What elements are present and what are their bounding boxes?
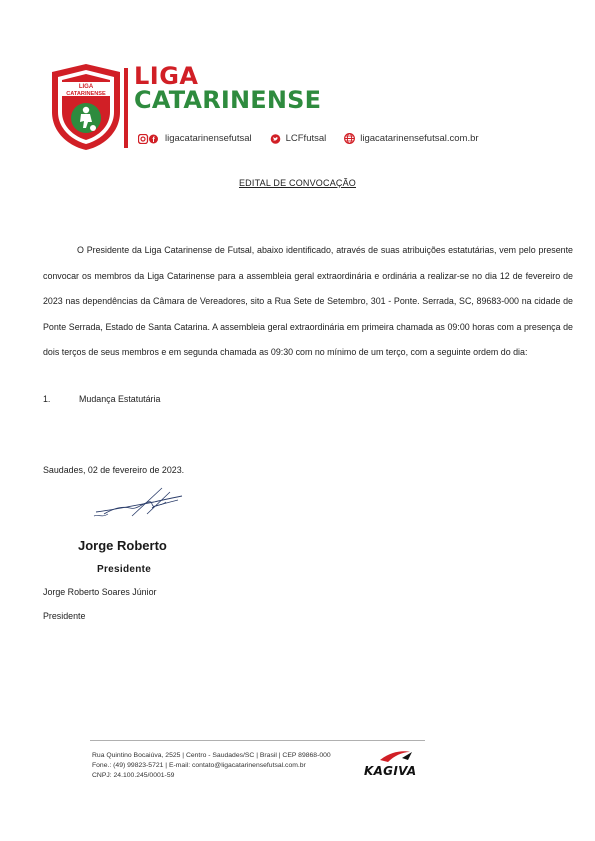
- signature-role: Presidente: [97, 564, 152, 575]
- footer-line-cnpj: CNPJ: 24.100.245/0001-59: [92, 772, 175, 779]
- kagiva-sponsor-logo: KAGIVA: [364, 764, 417, 778]
- agenda-item: [43, 394, 160, 404]
- social-links: [138, 133, 497, 144]
- social-instagram-label: ligacatarinensefutsal: [165, 133, 252, 144]
- svg-text:f: f: [152, 136, 155, 144]
- brand-line-catarinense: CATARINENSE: [134, 86, 322, 114]
- brand-divider: [124, 68, 128, 148]
- svg-text:CATARINENSE: CATARINENSE: [66, 91, 106, 97]
- footer-line-contact: Fone.: (49) 99823-5721 | E-mail: contato@ligacatarinensefutsal.com.br: [92, 762, 306, 769]
- signer-role: Presidente: [43, 611, 86, 621]
- footer-address: [92, 751, 331, 781]
- social-website[interactable]: [344, 133, 478, 144]
- convocation-paragraph: [43, 238, 573, 366]
- instagram-facebook-icon: [138, 134, 160, 144]
- social-twitter-label: LCFfutsal: [285, 133, 327, 144]
- signature-name: Jorge Roberto: [78, 538, 167, 553]
- social-twitter[interactable]: [270, 133, 327, 144]
- date-line: Saudades, 02 de fevereiro de 2023.: [43, 465, 185, 475]
- paragraph-text: O Presidente da Liga Catarinense de Futsal, abaixo identificado, através de suas atribuições estatutárias, vem pelo presente convocar os membros da Liga Catarinense para a assembleia geral extraordinária e ordinária a realizar-se no dia 12 de fevereiro de 2023 nas dependências da Câmara de Vereadores, sito a Rua Sete de Setembro, 301 - Ponte. Serrada, SC, 89683-000 na cidade de Ponte Serrada, Estado de Santa Catarina. A assembleia geral extraordinária em primeira chamada as 09:00 horas com a presença de dois terços de seus membros e em segunda chamada as 09:30 com no mínimo de um terço, com a seguinte ordem do dia:: [43, 245, 573, 357]
- footer-line-address: Rua Quintino Bocaiúva, 2525 | Centro - Saudades/SC | Brasil | CEP 89868-000: [92, 752, 331, 759]
- brand-line-liga: LIGA: [134, 62, 199, 90]
- social-website-label: ligacatarinensefutsal.com.br: [360, 133, 479, 144]
- globe-icon: [344, 133, 355, 144]
- agenda-item-text: Mudança Estatutária: [79, 394, 161, 404]
- agenda-item-number: 1.: [43, 394, 51, 404]
- brand-wordmark: [134, 64, 321, 112]
- document-title: EDITAL DE CONVOCAÇÃO: [238, 178, 357, 188]
- signer-full-name: Jorge Roberto Soares Júnior: [43, 587, 157, 597]
- social-instagram[interactable]: [138, 133, 252, 144]
- footer-divider: [90, 740, 425, 741]
- svg-text:LIGA: LIGA: [78, 84, 94, 90]
- handwritten-signature: [92, 484, 187, 524]
- twitter-icon: [270, 134, 281, 144]
- liga-catarinense-crest-logo: [48, 62, 124, 152]
